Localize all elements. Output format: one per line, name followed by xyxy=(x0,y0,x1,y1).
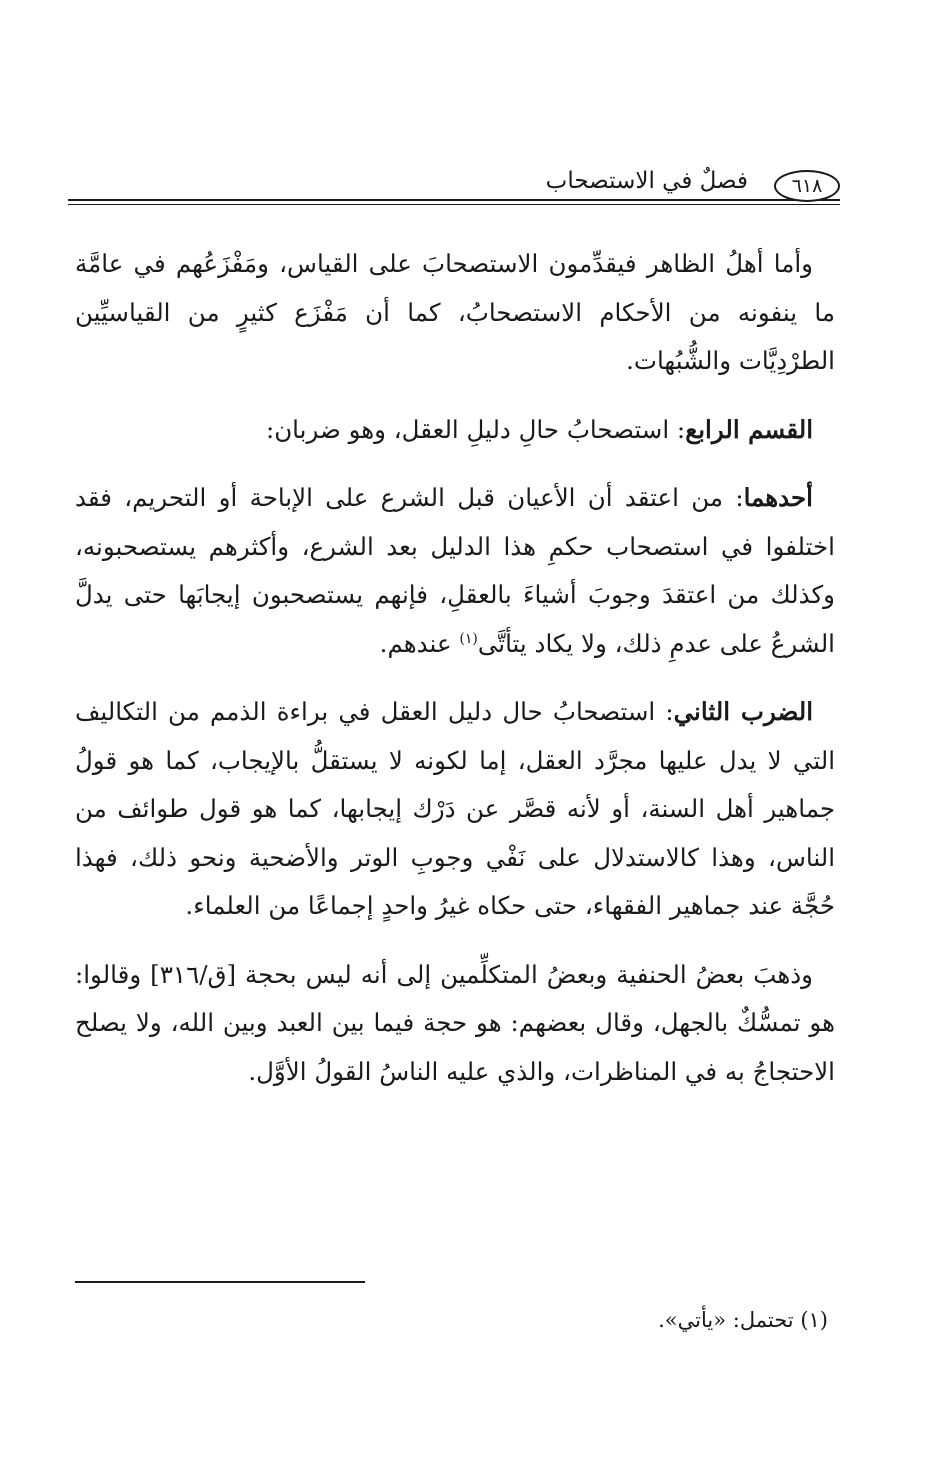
paragraph-4 xyxy=(75,688,835,931)
paragraph-3 xyxy=(75,474,835,668)
footnote-reference[interactable]: (١) xyxy=(459,630,478,647)
paragraph-2 xyxy=(75,406,835,455)
body-text xyxy=(75,240,835,1116)
page-header xyxy=(68,168,840,208)
footnote-number: (١) xyxy=(800,1308,828,1332)
paragraph-text: وذهبَ بعضُ الحنفية وبعضُ المتكلِّمين إلى أنه ليس بحجة [ق/٣١٦] وقالوا: هو تمسُّكٌ بالجهل، وقال بعضهم: هو حجة فيما بين العبد وبين الله، ولا يصلح الاحتجاجُ به في المناظرات، والذي عليه الناسُ القولُ الأوَّل. xyxy=(75,959,835,1086)
page-number-badge: ٦١٨ xyxy=(774,170,840,202)
paragraph-tail: عندهم. xyxy=(379,628,460,658)
paragraph-5 xyxy=(75,951,835,1097)
footnote-text: تحتمل: «يأتي». xyxy=(658,1308,794,1332)
header-rule xyxy=(68,199,840,205)
footnote xyxy=(658,1303,828,1337)
paragraph-text: وأما أهلُ الظاهر فيقدِّمون الاستصحابَ على القياس، ومَفْزَعُهم في عامَّة ما ينفونه من الأحكام الاستصحابُ، كما أن مَفْزَع كثيرٍ من القياسيِّين الطرْدِيَّات والشُّبُهات. xyxy=(75,249,835,375)
paragraph-1 xyxy=(75,240,835,386)
paragraph-text: : استصحابُ حالِ دليلِ العقل، وهو ضربان: xyxy=(265,414,686,444)
paragraph-text: : من اعتقد أن الأعيان قبل الشرع على الإباحة أو التحريم، فقد اختلفوا في استصحاب حكمِ هذا الدليل بعد الشرع، وأكثرهم يستصحبونه، وكذلك من اعتقدَ وجوبَ أشياءَ بالعقلِ، فإنهم يستصحبون إيجابَها حتى يدلَّ الشرعُ على عدمِ ذلك، ولا يكاد يتأتَّى xyxy=(75,483,835,658)
paragraph-lead: أحدهما xyxy=(743,483,813,512)
paragraph-text: : استصحابُ حال دليل العقل في براءة الذمم من التكاليف التي لا يدل عليها مجرَّد العقل، إما لكونه لا يستقلُّ بالإيجاب، كما هو قولُ جماهير أهل السنة، أو لأنه قصَّر عن دَرْك إيجابها، كما هو قول طوائف من الناس، وهذا كالاستدلال على نَفْي وجوبِ الوتر والأضحية ونحو ذلك، فهذا حُجَّة عند جماهير الفقهاء، حتى حكاه غيرُ واحدٍ إجماعًا من العلماء. xyxy=(75,697,835,920)
running-title: فصلٌ في الاستصحاب xyxy=(545,168,748,194)
paragraph-lead: الضرب الثاني xyxy=(673,697,814,726)
footnote-rule xyxy=(75,1281,365,1283)
section-heading: القسم الرابع xyxy=(685,414,813,444)
